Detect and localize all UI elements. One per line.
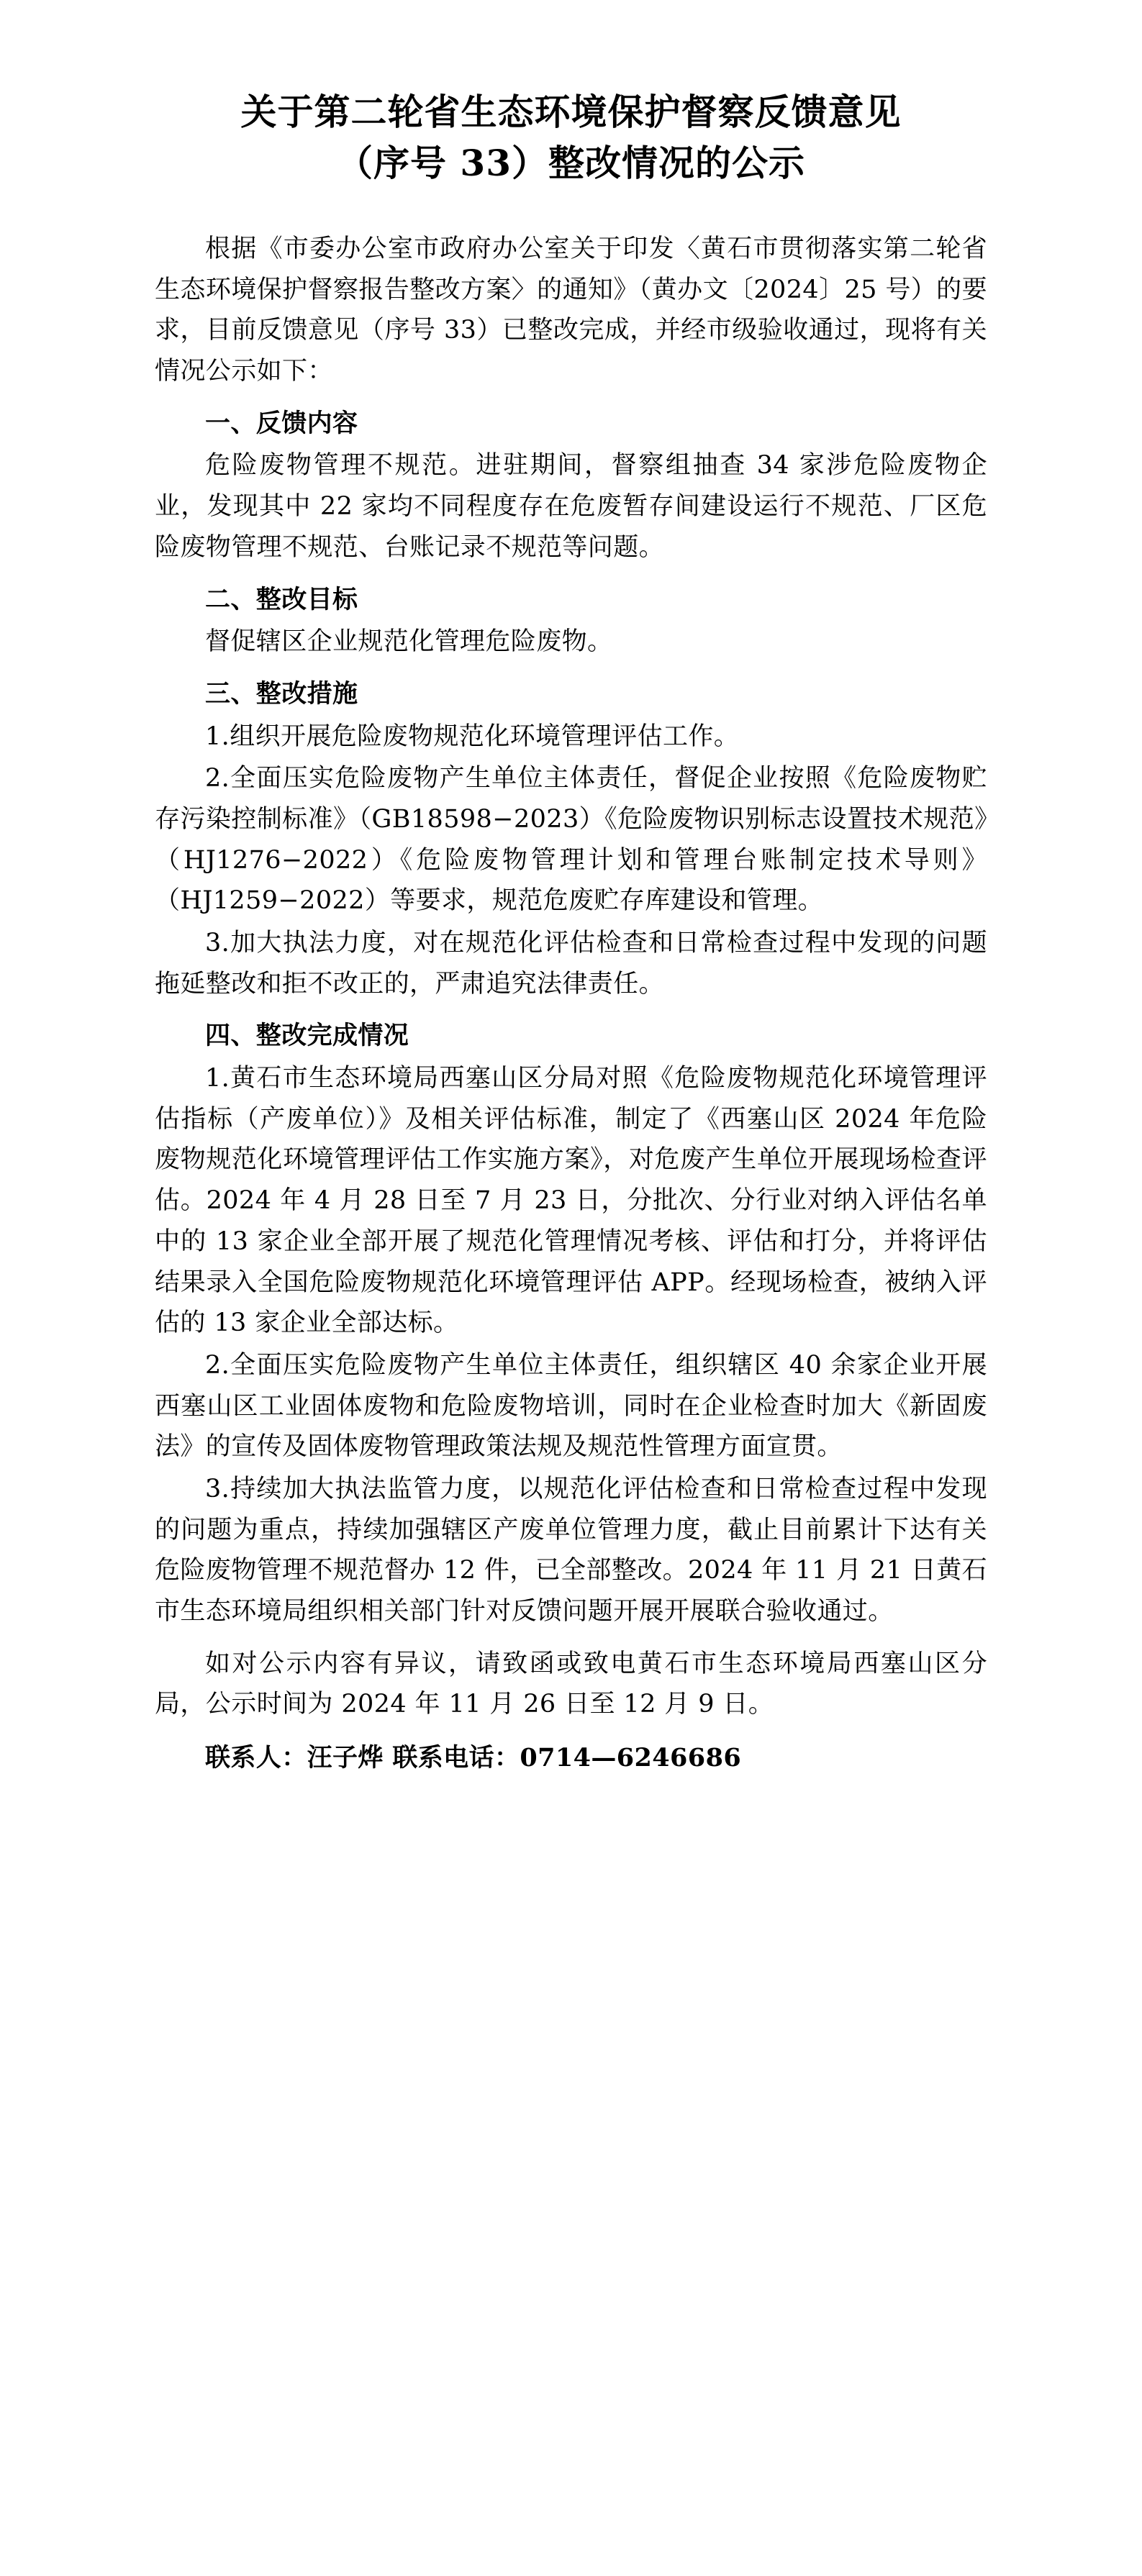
paragraph-measure-3: 3.加大执法力度，对在规范化评估检查和日常检查过程中发现的问题拖延整改和拒不改正的，严肃追究法律责任。 bbox=[155, 929, 987, 998]
page-title-line-1: 关于第二轮省生态环境保护督察反馈意见 bbox=[240, 91, 902, 133]
paragraph-completion-2: 2.全面压实危险废物产生单位主体责任，组织辖区 40 余家企业开展西塞山区工业固体废物和危险废物培训，同时在企业检查时加大《新固废法》的宣传及固体废物管理政策法规及规范性管理方面宣贯。 bbox=[155, 1350, 987, 1462]
paragraph-objection-notice: 如对公示内容有异议，请致函或致电黄石市生态环境局西塞山区分局，公示时间为 2024 年 11 月 26 日至 12 月 9 日。 bbox=[155, 1649, 987, 1719]
section-heading-2: 二、整改目标 bbox=[205, 584, 358, 614]
section-heading-4: 四、整改完成情况 bbox=[205, 1021, 409, 1051]
paragraph-measure-2: 2.全面压实危险废物产生单位主体责任，督促企业按照《危险废物贮存污染控制标准》（GB18598−2023）《危险废物识别标志设置技术规范》（HJ1276−2022）《危险废物管理计划和管理台账制定技术导则》（HJ1259−2022）等要求，规范危废贮存库建设和管理。 bbox=[155, 764, 987, 916]
section-heading-3: 三、整改措施 bbox=[205, 678, 358, 709]
paragraph-measure-1: 1.组织开展危险废物规范化环境管理评估工作。 bbox=[205, 722, 740, 751]
paragraph-completion-3: 3.持续加大执法监管力度，以规范化评估检查和日常检查过程中发现的问题为重点，持续加强辖区产废单位管理力度，截止目前累计下达有关危险废物管理不规范督办 12 件，已全部整改。2024 年 11 月 21 日黄石市生态环境局组织相关部门针对反馈问题开展开展联合验收通过。 bbox=[155, 1474, 987, 1626]
page-title bbox=[155, 86, 987, 188]
document-body bbox=[155, 229, 987, 1779]
paragraph-completion-1: 1.黄石市生态环境局西塞山区分局对照《危险废物规范化环境管理评估指标（产废单位）》及相关评估标准，制定了《西塞山区 2024 年危险废物规范化环境管理评估工作实施方案》，对危废产生单位开展现场检查评估。2024 年 4 月 28 日至 7 月 23 日，分批次、分行业对纳入评估名单中的 13 家企业全部开展了规范化管理情况考核、评估和打分，并将评估结果录入全国危险废物规范化环境管理评估 APP。经现场检查，被纳入评估的 13 家企业全部达标。 bbox=[155, 1064, 987, 1338]
page-title-line-2: （序号 33）整改情况的公示 bbox=[337, 142, 805, 184]
section-heading-1: 一、反馈内容 bbox=[205, 408, 358, 438]
paragraph-intro: 根据《市委办公室市政府办公室关于印发〈黄石市贯彻落实第二轮省生态环境保护督察报告整改方案〉的通知》（黄办文〔2024〕25 号）的要求，目前反馈意见（序号 33）已整改完成，并经市级验收通过，现将有关情况公示如下： bbox=[155, 235, 987, 386]
contact-line: 联系人：汪子烨 联系电话：0714—6246686 bbox=[205, 1743, 742, 1773]
paragraph-rectification-goal: 督促辖区企业规范化管理危险废物。 bbox=[205, 627, 613, 657]
paragraph-feedback-content: 危险废物管理不规范。进驻期间，督察组抽查 34 家涉危险废物企业，发现其中 22 家均不同程度存在危废暂存间建设运行不规范、厂区危险废物管理不规范、台账记录不规范等问题。 bbox=[155, 451, 987, 562]
